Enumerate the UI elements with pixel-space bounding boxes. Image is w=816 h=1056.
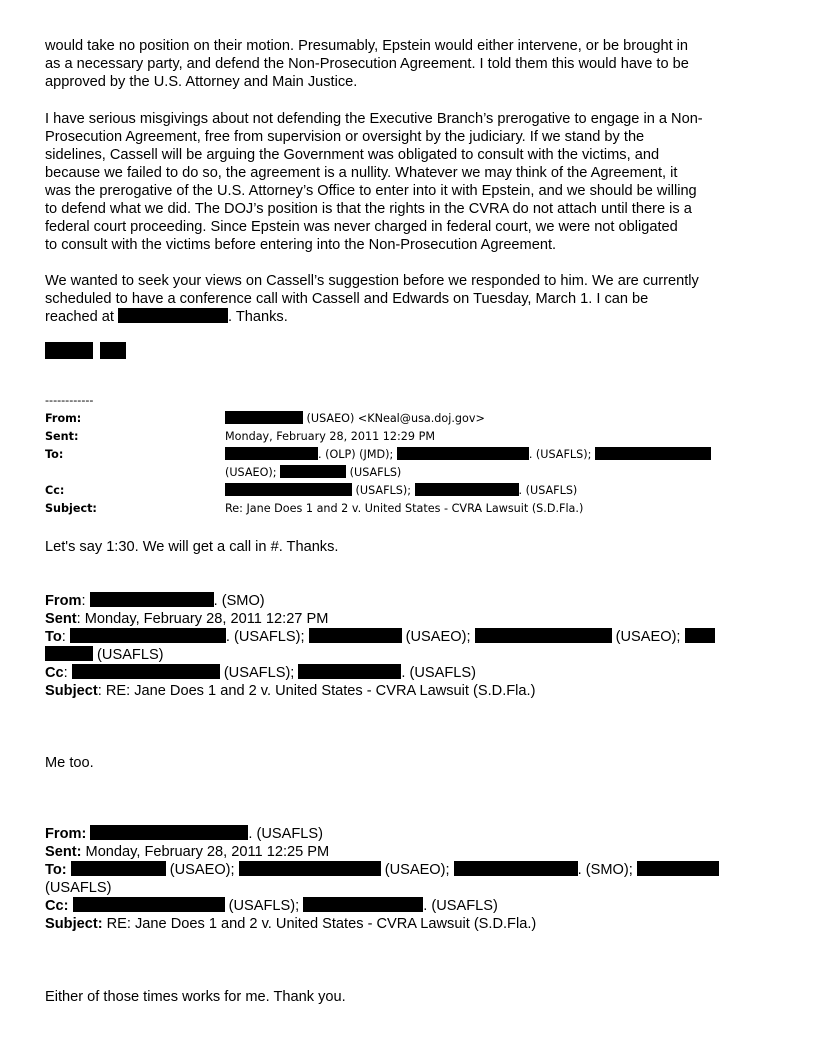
- header-label: To: [45, 629, 62, 645]
- header-label: Subject: [45, 683, 98, 699]
- cc-text: (USAFLS);: [219, 665, 299, 681]
- to-value: [225, 447, 711, 463]
- subject-text: : RE: Jane Does 1 and 2 v. United States - CVRA Lawsuit (S.D.Fla.): [97, 683, 536, 699]
- redaction-box: [71, 861, 166, 876]
- from-text: . (USAFLS): [248, 826, 324, 842]
- redaction-box: [45, 646, 93, 661]
- body-line: to defend what we did. The DOJ’s position is that the rights in the CVRA do not attach until there is a: [45, 201, 692, 217]
- body-line: We wanted to seek your views on Cassell’s suggestion before we responded to him. We are currently: [45, 273, 699, 289]
- sent-text: : Monday, February 28, 2011 12:27 PM: [76, 611, 329, 627]
- to-text: (USAEO);: [611, 629, 685, 645]
- header-label: To:: [45, 862, 67, 878]
- body-line: was the prerogative of the U.S. Attorney’s Office to enter into it with Epstein, and we should be willing: [45, 183, 697, 199]
- redaction-box: [225, 447, 318, 460]
- to-text: (USAFLS): [93, 647, 164, 663]
- body-text: . Thanks.: [228, 309, 288, 325]
- separator: ------------: [45, 394, 94, 407]
- redaction-box: [454, 861, 578, 876]
- cc-line: Cc: (USAFLS); . (USAFLS): [45, 665, 477, 681]
- signature-redaction: [45, 342, 126, 362]
- body-line: approved by the U.S. Attorney and Main Justice.: [45, 74, 358, 90]
- redaction-box: [415, 483, 519, 496]
- cc-text: . (USAFLS): [518, 484, 578, 497]
- from-line: [45, 825, 323, 843]
- redaction-box: [118, 308, 228, 323]
- to-text: (USAEO);: [165, 862, 239, 878]
- redaction-box: [475, 628, 612, 643]
- redaction-box: [239, 861, 381, 876]
- cc-text: . (USAFLS): [401, 665, 477, 681]
- to-value-cont: [225, 465, 401, 481]
- body-line: sidelines, Cassell will be arguing the Government was obligated to consult with the victims, and: [45, 147, 660, 163]
- subject-line: [45, 915, 536, 933]
- redaction-box: [397, 447, 529, 460]
- cc-text: (USAFLS);: [224, 898, 304, 914]
- sent-text: Monday, February 28, 2011 12:25 PM: [81, 844, 330, 860]
- redaction-box: [90, 592, 214, 607]
- body-line: would take no position on their motion. Presumably, Epstein would either intervene, or be brought in: [45, 38, 689, 54]
- email-body: Either of those times works for me. Thank you.: [45, 989, 346, 1005]
- subject-value: Re: Jane Does 1 and 2 v. United States - CVRA Lawsuit (S.D.Fla.): [225, 502, 584, 515]
- to-text: (USAEO);: [225, 466, 281, 479]
- header-label: Cc:: [45, 898, 69, 914]
- sent-line: [45, 843, 329, 861]
- header-label: Subject:: [45, 916, 103, 932]
- redaction-box: [303, 897, 423, 912]
- redaction-box: [637, 861, 719, 876]
- redaction-box: [298, 664, 401, 679]
- to-text: . (SMO);: [577, 862, 637, 878]
- from-line: From: . (SMO): [45, 593, 265, 609]
- header-label: From:: [45, 826, 87, 842]
- redaction-box: [70, 628, 226, 643]
- body-line: [45, 308, 288, 326]
- subject-text: RE: Jane Does 1 and 2 v. United States - CVRA Lawsuit (S.D.Fla.): [102, 916, 537, 932]
- redaction-box: [685, 628, 715, 643]
- cc-value: [225, 483, 577, 499]
- redaction-box: [72, 664, 220, 679]
- to-line-cont: [45, 646, 164, 664]
- body-line: scheduled to have a conference call with Cassell and Edwards on Tuesday, March 1. I can be: [45, 291, 649, 307]
- redaction-box: [225, 411, 303, 424]
- redaction-box: [90, 825, 248, 840]
- to-line: To: . (USAFLS); (USAEO); (USAEO);: [45, 628, 715, 646]
- header-label: Cc: [45, 665, 64, 681]
- email-body: Me too.: [45, 755, 94, 771]
- cc-text: . (USAFLS): [423, 898, 498, 914]
- sent-value: Monday, February 28, 2011 12:29 PM: [225, 430, 435, 443]
- header-label: Sent: [45, 611, 77, 627]
- from-text: . (SMO): [213, 593, 265, 609]
- to-text: . (USAFLS);: [225, 629, 309, 645]
- to-text: . (USAFLS);: [528, 448, 595, 461]
- header-label: Sent:: [45, 430, 79, 443]
- header-label: Subject:: [45, 502, 97, 515]
- header-label: Cc:: [45, 484, 65, 497]
- header-label: From:: [45, 412, 82, 425]
- redaction-box: [309, 628, 402, 643]
- to-line: [45, 861, 719, 879]
- redaction-box: [73, 897, 225, 912]
- body-text: reached at: [45, 309, 119, 325]
- redaction-box: [595, 447, 711, 460]
- header-label: From: [45, 593, 82, 609]
- cc-line: [45, 897, 498, 915]
- to-text: (USAFLS): [346, 466, 402, 479]
- body-line: Prosecution Agreement, free from supervision or oversight by the judiciary. If we stand by the: [45, 129, 645, 145]
- to-line-cont: (USAFLS): [45, 880, 112, 896]
- body-line: federal court proceeding. Since Epstein was never charged in federal court, we were not obligated: [45, 219, 678, 235]
- body-line: to consult with the victims before entering into the Non-Prosecution Agreement.: [45, 237, 557, 253]
- body-line: because we failed to do so, the agreement is a nullity. Whatever we may think of the Agreement, it: [45, 165, 678, 181]
- to-text: (USAEO);: [380, 862, 454, 878]
- body-line: I have serious misgivings about not defending the Executive Branch’s prerogative to engage in a Non-: [45, 111, 703, 127]
- body-line: as a necessary party, and defend the Non-Prosecution Agreement. I told them this would have to be: [45, 56, 689, 72]
- email-body: Let's say 1:30. We will get a call in #. Thanks.: [45, 539, 339, 555]
- sent-line: [45, 610, 328, 628]
- cc-text: (USAFLS);: [352, 484, 415, 497]
- redaction-box: [225, 483, 352, 496]
- subject-line: [45, 682, 535, 700]
- header-label: Sent:: [45, 844, 82, 860]
- to-text: . (OLP) (JMD);: [318, 448, 397, 461]
- to-text: (USAEO);: [401, 629, 475, 645]
- redaction-box: [280, 465, 346, 478]
- from-text: (USAEO) <KNeal@usa.doj.gov>: [303, 412, 485, 425]
- from-value: [225, 411, 485, 427]
- header-label: To:: [45, 448, 64, 461]
- redaction-box: [100, 342, 126, 359]
- redaction-box: [45, 342, 93, 359]
